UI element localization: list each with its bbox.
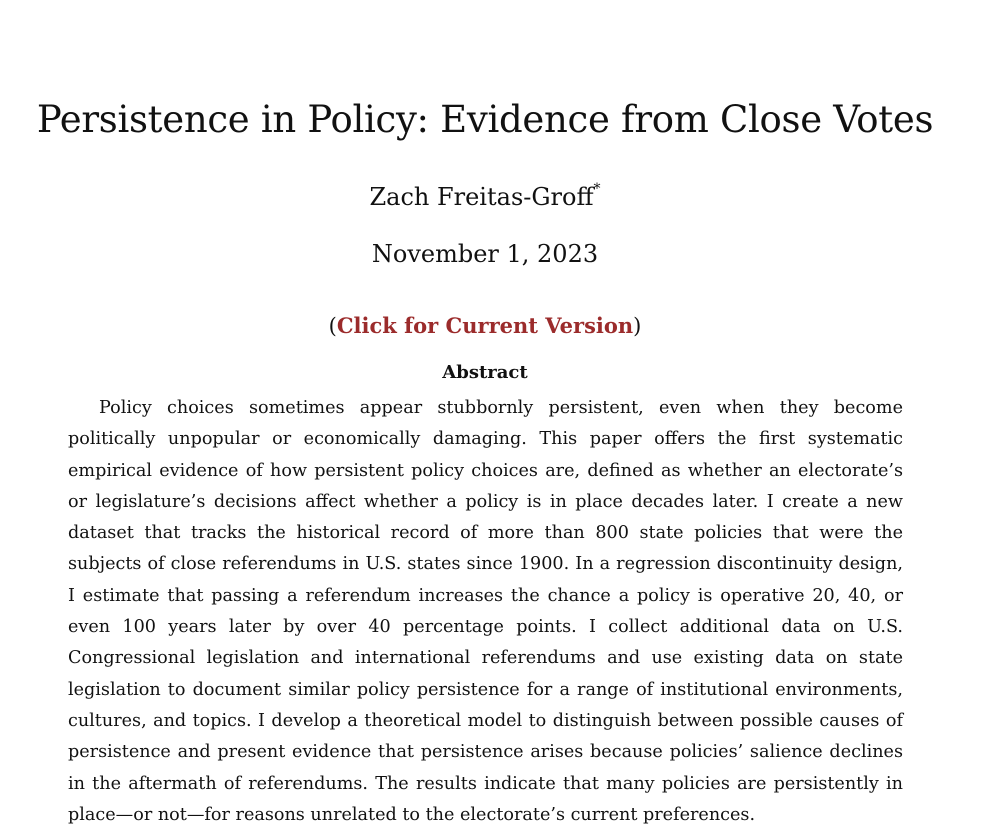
paper-date: November 1, 2023	[371, 240, 599, 268]
abstract-heading: Abstract	[442, 362, 528, 383]
author-name: Zach Freitas-Groff	[369, 183, 594, 211]
version-open-paren: (	[328, 314, 337, 338]
current-version-line	[0, 313, 970, 338]
author-line	[0, 183, 970, 211]
current-version-link[interactable]: Click for Current Version	[336, 313, 634, 338]
author-footnote-mark[interactable]: *	[593, 181, 601, 197]
abstract-body: Policy choices sometimes appear stubbornly persistent, even when they become politically unpopular or economically damaging. This paper offers the first systematic empirical evidence of how persistent policy choices are, defined as whether an electorate’s or legislature’s decisions affect whether a policy is in place decades later. I create a new dataset that tracks the historical record of more than 800 state policies that were the subjects of close referendums in U.S. states since 1900. In a regression discontinuity design, I estimate that passing a referendum increases the chance a policy is operative 20, 40, or even 100 years later by over 40 percentage points. I collect additional data on U.S. Congressional legislation and international referendums and use existing data on state legislation to document similar policy persistence for a range of institutional environments, cultures, and topics. I develop a theoretical model to distinguish between possible causes of persistence and present evidence that persistence arises because policies’ salience declines in the aftermath of referendums. The results indicate that many policies are persistently in place—or not—for reasons unrelated to the electorate’s current preferences.	[68, 398, 903, 825]
paper-title: Persistence in Policy: Evidence from Close Votes	[36, 98, 934, 141]
version-close-paren: )	[633, 314, 642, 338]
